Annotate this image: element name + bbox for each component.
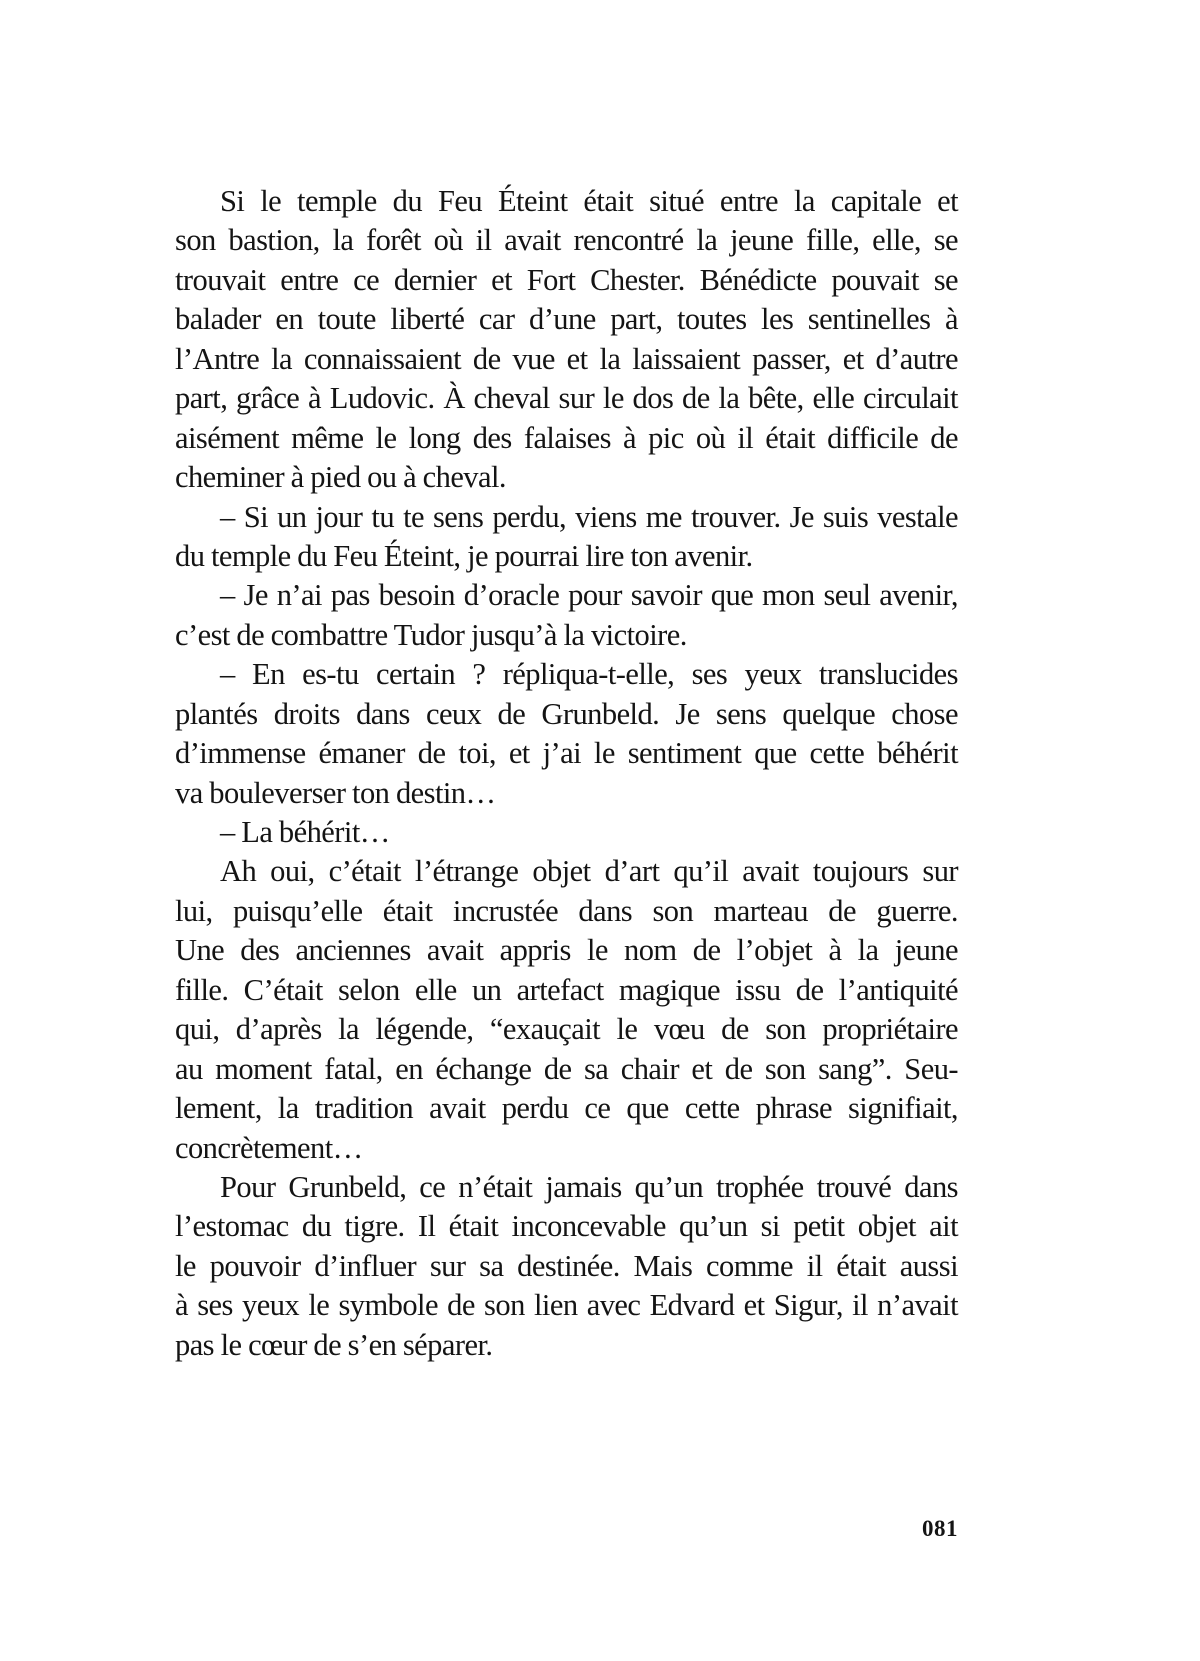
text-line: son bastion, la forêt où il avait rencontré la jeune fille, elle, se: [175, 223, 958, 258]
text-line: fille. C’était selon elle un artefact magique issu de l’antiquité: [175, 972, 958, 1007]
text-line: lement, la tradition avait perdu ce que cette phrase signifiait,: [175, 1091, 958, 1126]
text-line: – Je n’ai pas besoin d’oracle pour savoir que mon seul avenir,: [220, 578, 958, 613]
paragraph-dialogue-1: [175, 498, 958, 577]
text-line: le pouvoir d’influer sur sa destinée. Mais comme il était aussi: [175, 1248, 958, 1283]
paragraph-dialogue-4: [175, 813, 958, 852]
text-line: pas le cœur de s’en séparer.: [175, 1327, 493, 1362]
text-line: à ses yeux le symbole de son lien avec Edvard et Sigur, il n’avait: [175, 1288, 958, 1323]
text-line: va bouleverser ton destin…: [175, 775, 496, 810]
text-line: – Si un jour tu te sens perdu, viens me trouver. Je suis vestale: [220, 499, 958, 534]
text-line: c’est de combattre Tudor jusqu’à la victoire.: [175, 617, 687, 652]
paragraph-narration-3: [175, 1168, 958, 1365]
text-line: – La béhérit…: [220, 815, 390, 849]
body-text: [175, 182, 958, 1365]
text-line: concrètement…: [175, 1130, 363, 1165]
text-line: l’estomac du tigre. Il était inconcevable qu’un si petit objet ait: [175, 1209, 958, 1244]
text-line: au moment fatal, en échange de sa chair et de son sang”. Seu-: [175, 1051, 958, 1086]
text-line: qui, d’après la légende, “exauçait le vœu de son propriétaire: [175, 1012, 958, 1047]
text-line: cheminer à pied ou à cheval.: [175, 460, 506, 495]
paragraph-narration-2: [175, 852, 958, 1168]
page-number: 081: [922, 1516, 958, 1541]
text-line: lui, puisqu’elle était incrustée dans son marteau de guerre.: [175, 893, 958, 928]
text-line: – En es-tu certain ? répliqua-t-elle, ses yeux translucides: [220, 657, 958, 692]
text-line: du temple du Feu Éteint, je pourrai lire ton avenir.: [175, 538, 753, 573]
text-line: plantés droits dans ceux de Grunbeld. Je sens quelque chose: [175, 696, 958, 731]
text-line: Ah oui, c’était l’étrange objet d’art qu’il avait toujours sur: [220, 854, 958, 889]
paragraph-dialogue-2: [175, 576, 958, 655]
paragraph-dialogue-3: [175, 655, 958, 813]
text-line: trouvait entre ce dernier et Fort Chester. Bénédicte pouvait se: [175, 262, 958, 297]
text-line: Une des anciennes avait appris le nom de l’objet à la jeune: [175, 933, 958, 968]
text-line: Si le temple du Feu Éteint était situé entre la capitale et: [220, 184, 958, 218]
text-line: l’Antre la connaissaient de vue et la laissaient passer, et d’autre: [175, 341, 958, 376]
text-line: aisément même le long des falaises à pic où il était difficile de: [175, 420, 958, 455]
text-line: part, grâce à Ludovic. À cheval sur le dos de la bête, elle circulait: [175, 381, 958, 416]
text-line: Pour Grunbeld, ce n’était jamais qu’un trophée trouvé dans: [220, 1169, 958, 1204]
text-line: balader en toute liberté car d’une part, toutes les sentinelles à: [175, 302, 958, 337]
text-line: d’immense émaner de toi, et j’ai le sentiment que cette béhérit: [175, 736, 958, 771]
paragraph-narration-1: [175, 182, 958, 498]
